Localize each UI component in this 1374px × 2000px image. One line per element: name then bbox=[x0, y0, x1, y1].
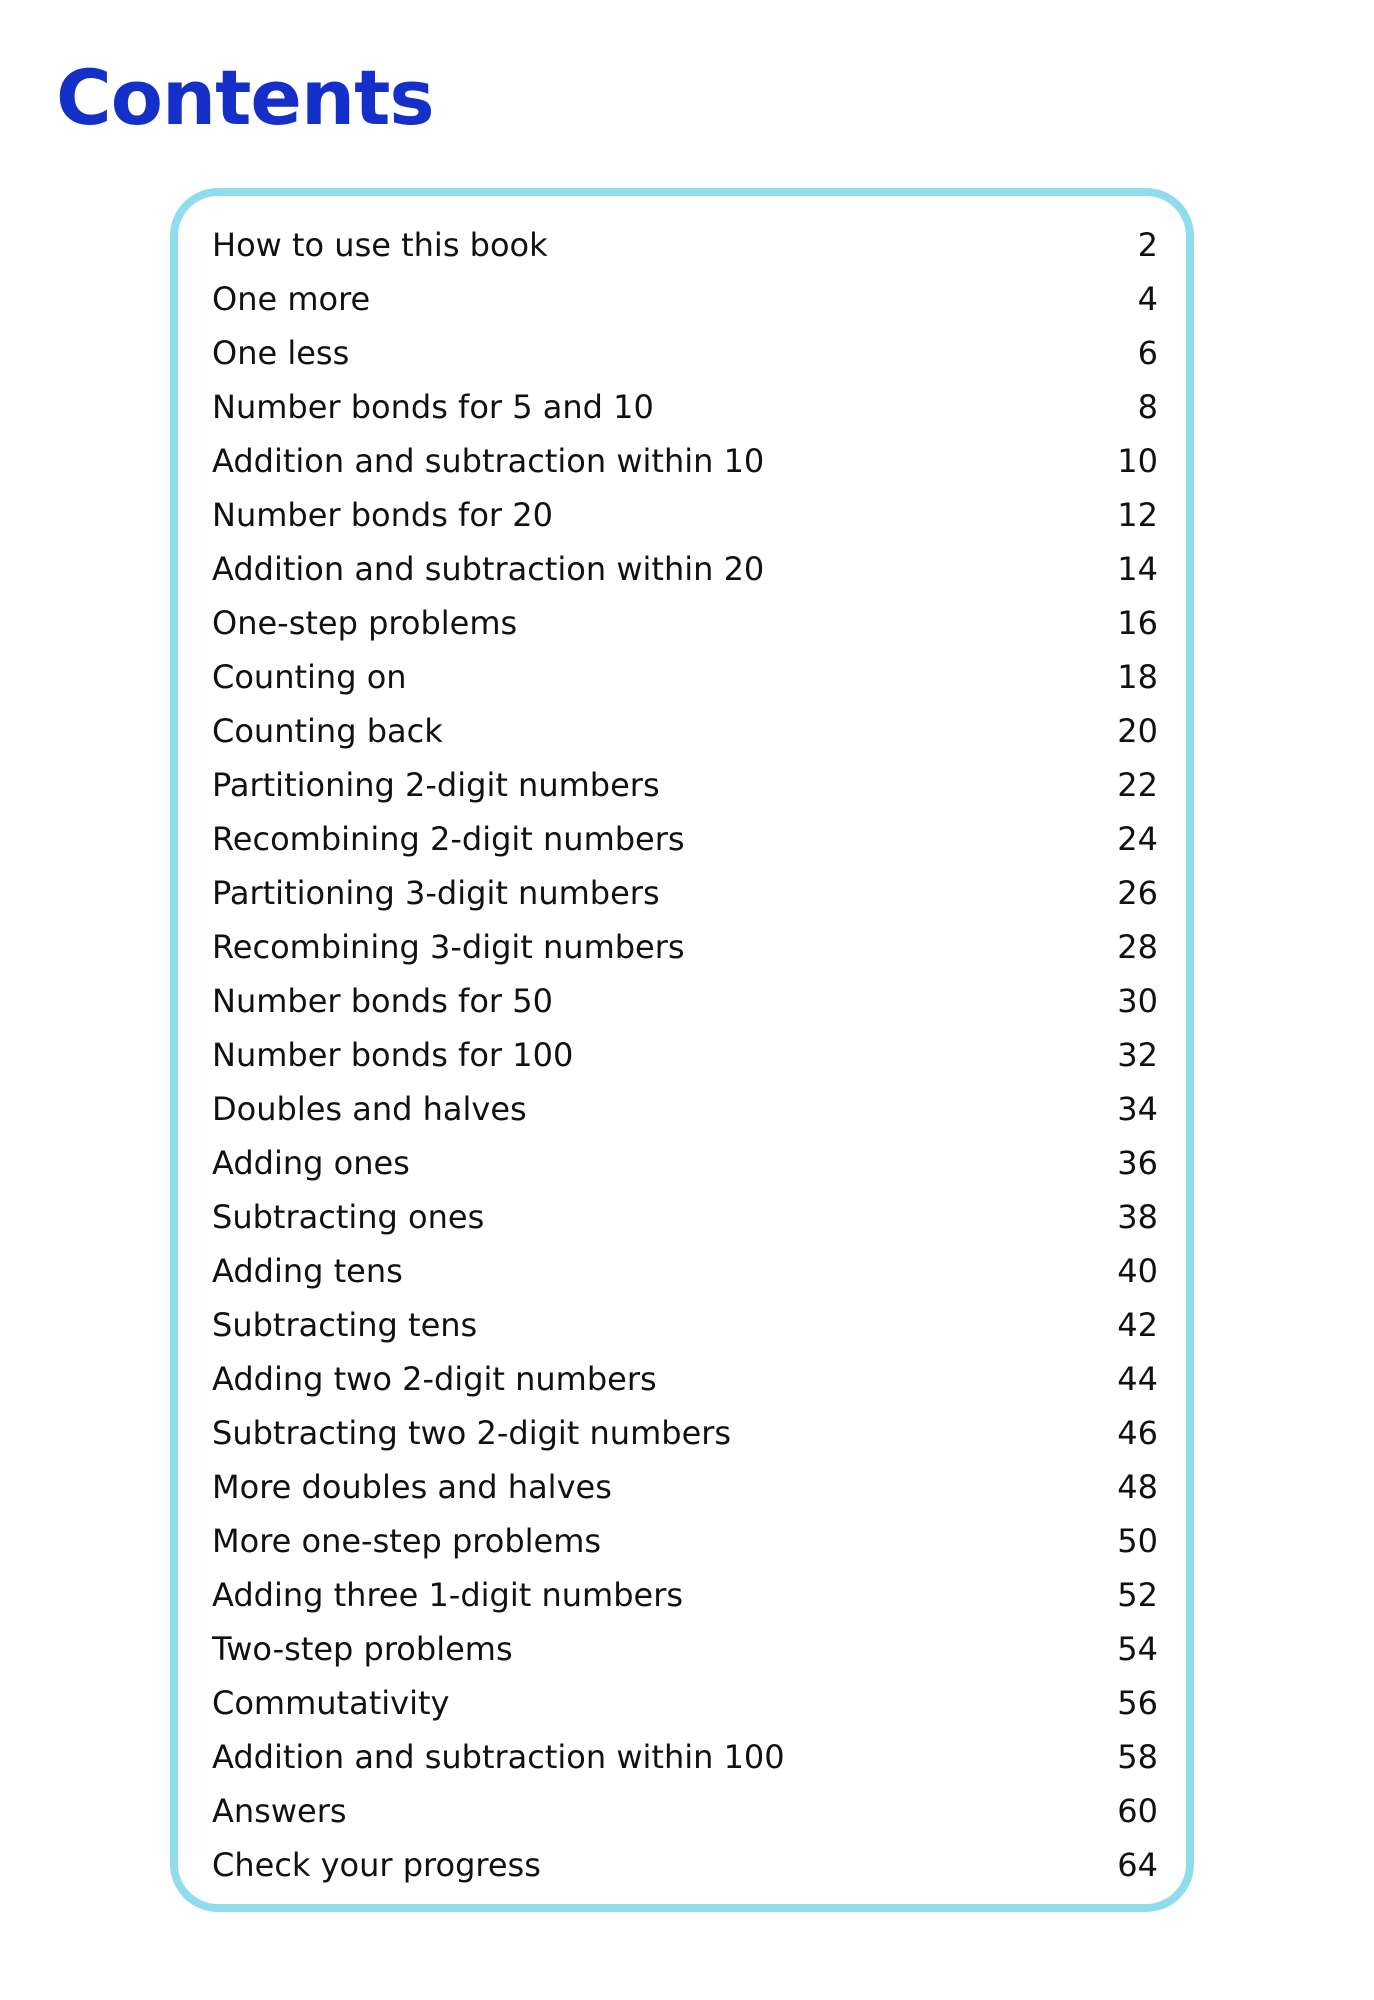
entry-page-number: 10 bbox=[1117, 442, 1158, 480]
entry-title: Answers bbox=[212, 1792, 347, 1830]
entry-title: Subtracting ones bbox=[212, 1198, 485, 1236]
entry-title: Number bonds for 50 bbox=[212, 982, 553, 1020]
entry-page-number: 4 bbox=[1137, 280, 1158, 318]
entry-page-number: 30 bbox=[1117, 982, 1158, 1020]
contents-entry bbox=[212, 1028, 1158, 1082]
entry-title: Counting on bbox=[212, 658, 407, 696]
entry-title: Recombining 2-digit numbers bbox=[212, 820, 685, 858]
entry-title: One less bbox=[212, 334, 350, 372]
entry-page-number: 2 bbox=[1137, 226, 1158, 264]
entry-page-number: 60 bbox=[1117, 1792, 1158, 1830]
entry-title: Addition and subtraction within 20 bbox=[212, 550, 765, 588]
contents-entry bbox=[212, 1622, 1158, 1676]
contents-entry bbox=[212, 1514, 1158, 1568]
contents-entry bbox=[212, 1082, 1158, 1136]
entry-title: Adding three 1-digit numbers bbox=[212, 1576, 684, 1614]
contents-entry bbox=[212, 1190, 1158, 1244]
contents-entry bbox=[212, 1406, 1158, 1460]
entry-title: More doubles and halves bbox=[212, 1468, 612, 1506]
entry-page-number: 50 bbox=[1117, 1522, 1158, 1560]
entry-title: Number bonds for 5 and 10 bbox=[212, 388, 654, 426]
entry-page-number: 48 bbox=[1117, 1468, 1158, 1506]
contents-entry bbox=[212, 380, 1158, 434]
entry-page-number: 20 bbox=[1117, 712, 1158, 750]
entry-page-number: 26 bbox=[1117, 874, 1158, 912]
contents-entry bbox=[212, 542, 1158, 596]
entry-page-number: 34 bbox=[1117, 1090, 1158, 1128]
entry-title: More one-step problems bbox=[212, 1522, 602, 1560]
entry-page-number: 12 bbox=[1117, 496, 1158, 534]
entry-title: Adding tens bbox=[212, 1252, 403, 1290]
contents-entry bbox=[212, 1676, 1158, 1730]
entry-page-number: 40 bbox=[1117, 1252, 1158, 1290]
entry-page-number: 32 bbox=[1117, 1036, 1158, 1074]
entry-title: Addition and subtraction within 10 bbox=[212, 442, 765, 480]
contents-entry bbox=[212, 974, 1158, 1028]
entry-page-number: 8 bbox=[1137, 388, 1158, 426]
contents-entry bbox=[212, 434, 1158, 488]
entry-title: Doubles and halves bbox=[212, 1090, 527, 1128]
entry-page-number: 46 bbox=[1117, 1414, 1158, 1452]
contents-entry bbox=[212, 1244, 1158, 1298]
contents-entry bbox=[212, 758, 1158, 812]
entry-title: Commutativity bbox=[212, 1684, 450, 1722]
contents-entry bbox=[212, 326, 1158, 380]
entry-page-number: 28 bbox=[1117, 928, 1158, 966]
entry-title: Adding ones bbox=[212, 1144, 410, 1182]
entry-page-number: 44 bbox=[1117, 1360, 1158, 1398]
entry-page-number: 58 bbox=[1117, 1738, 1158, 1776]
entry-page-number: 36 bbox=[1117, 1144, 1158, 1182]
contents-entry bbox=[212, 1298, 1158, 1352]
entry-page-number: 56 bbox=[1117, 1684, 1158, 1722]
entry-title: Counting back bbox=[212, 712, 443, 750]
entry-page-number: 64 bbox=[1117, 1846, 1158, 1884]
entry-page-number: 16 bbox=[1117, 604, 1158, 642]
entry-title: How to use this book bbox=[212, 226, 548, 264]
entry-title: Recombining 3-digit numbers bbox=[212, 928, 685, 966]
entry-title: Adding two 2-digit numbers bbox=[212, 1360, 657, 1398]
contents-entry bbox=[212, 596, 1158, 650]
entry-title: Partitioning 3-digit numbers bbox=[212, 874, 660, 912]
entry-page-number: 18 bbox=[1117, 658, 1158, 696]
entry-title: One-step problems bbox=[212, 604, 518, 642]
contents-entry bbox=[212, 1352, 1158, 1406]
contents-entry bbox=[212, 1838, 1158, 1892]
entry-page-number: 6 bbox=[1137, 334, 1158, 372]
contents-entry bbox=[212, 866, 1158, 920]
contents-entry bbox=[212, 272, 1158, 326]
entry-title: One more bbox=[212, 280, 371, 318]
entry-title: Two-step problems bbox=[212, 1630, 513, 1668]
entry-page-number: 22 bbox=[1117, 766, 1158, 804]
contents-entry bbox=[212, 812, 1158, 866]
entry-page-number: 42 bbox=[1117, 1306, 1158, 1344]
entry-page-number: 54 bbox=[1117, 1630, 1158, 1668]
contents-entry bbox=[212, 1460, 1158, 1514]
contents-entry bbox=[212, 1730, 1158, 1784]
entry-title: Number bonds for 20 bbox=[212, 496, 553, 534]
entry-page-number: 52 bbox=[1117, 1576, 1158, 1614]
entry-title: Addition and subtraction within 100 bbox=[212, 1738, 785, 1776]
entry-title: Subtracting two 2-digit numbers bbox=[212, 1414, 732, 1452]
contents-entry bbox=[212, 1136, 1158, 1190]
entry-page-number: 14 bbox=[1117, 550, 1158, 588]
contents-entry bbox=[212, 1784, 1158, 1838]
contents-entry bbox=[212, 218, 1158, 272]
contents-entry bbox=[212, 704, 1158, 758]
entry-title: Partitioning 2-digit numbers bbox=[212, 766, 660, 804]
entry-page-number: 24 bbox=[1117, 820, 1158, 858]
contents-entry bbox=[212, 488, 1158, 542]
contents-entry bbox=[212, 1568, 1158, 1622]
contents-entry bbox=[212, 920, 1158, 974]
entry-title: Subtracting tens bbox=[212, 1306, 478, 1344]
contents-list bbox=[212, 218, 1158, 1892]
entry-title: Number bonds for 100 bbox=[212, 1036, 574, 1074]
page-title: Contents bbox=[56, 53, 434, 142]
entry-page-number: 38 bbox=[1117, 1198, 1158, 1236]
entry-title: Check your progress bbox=[212, 1846, 541, 1884]
contents-entry bbox=[212, 650, 1158, 704]
